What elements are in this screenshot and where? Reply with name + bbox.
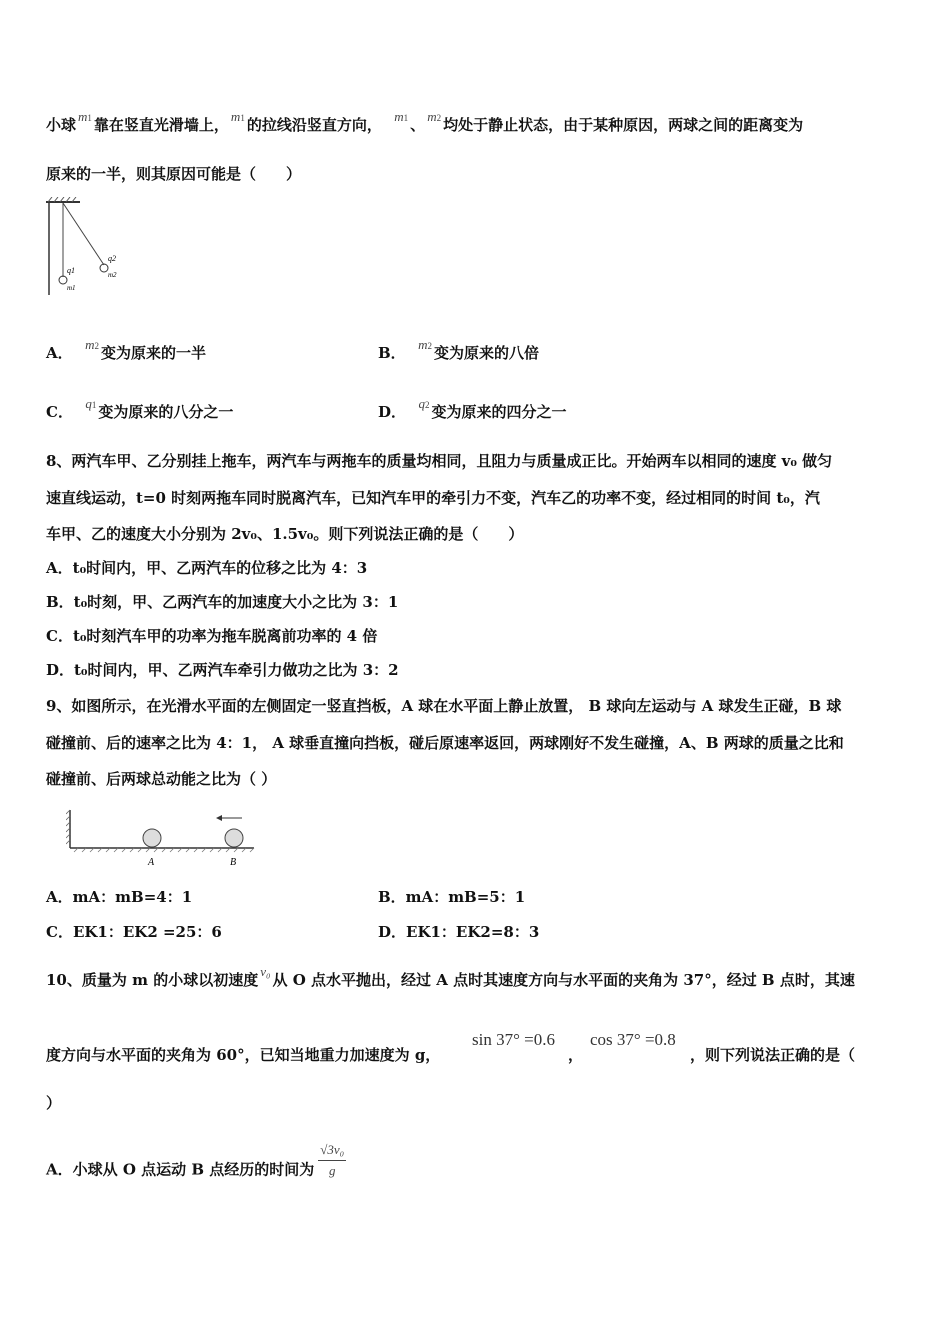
- ball-b: [225, 829, 243, 847]
- q7-option-c: C． q1 变为原来的八分之一: [46, 396, 234, 421]
- q10-line2a: 度方向与水平面的夹角为 60°，已知当地重力加速度为 g，: [46, 1046, 441, 1064]
- q8-line2: 速直线运动，t=0 时刻两拖车同时脱离汽车，已知汽车甲的牵引力不变，汽车乙的功率不变，经过相同的时间 t₀，汽: [46, 489, 820, 507]
- q8-option-d: D．t₀时间内，甲、乙两汽车牵引力做功之比为 3：2: [46, 661, 399, 679]
- q9-option-a: A．mA：mB=4：1: [46, 888, 193, 906]
- label-q2: q2: [108, 254, 116, 263]
- arrow-left-icon: [216, 815, 222, 821]
- ball-m1: [59, 276, 67, 284]
- q7-option-a: A． m2 变为原来的一半: [46, 337, 206, 362]
- string-2: [63, 203, 104, 265]
- ball-a: [143, 829, 161, 847]
- collision-figure: [66, 808, 258, 870]
- m1-symbol: m1: [78, 109, 92, 124]
- m1-symbol-3: m1: [394, 109, 409, 124]
- ball-m2: [100, 264, 108, 272]
- q10-option-a: A．小球从 O 点运动 B 点经历的时间为 $\frac{\text{√3v₀}}{g}$: [46, 1150, 346, 1191]
- q9-option-c: C．EK1：EK2 =25：6: [46, 923, 222, 941]
- comma: ，: [568, 1046, 584, 1064]
- q9-line3: 碰撞前、后两球总动能之比为（ ）: [46, 770, 277, 788]
- label-m1: m1: [67, 284, 76, 292]
- m1-symbol-2: m1: [230, 109, 245, 124]
- q9-line2: 碰撞前、后的速率之比为 4：1， A 球垂直撞向挡板，碰后原速率返回，两球刚好不发生碰撞，A、B 两球的质量之比和: [46, 734, 844, 752]
- q7-option-d: D． q2 变为原来的四分之一: [378, 396, 567, 421]
- label-b: B: [230, 857, 237, 868]
- q9-line1: 9、如图所示，在光滑水平面的左侧固定一竖直挡板，A 球在水平面上静止放置， B 球向左运动与 A 球发生正碰，B 球: [46, 697, 842, 715]
- q7-option-b: B． m2 变为原来的八倍: [378, 337, 540, 362]
- q8-option-a: A．t₀时间内，甲、乙两汽车的位移之比为 4：3: [46, 559, 368, 577]
- label-a: A: [148, 857, 155, 868]
- v0-symbol: v₀: [260, 964, 271, 979]
- q9-option-d: D．EK1：EK2=8：3: [378, 923, 540, 941]
- q7-line1: 小球 m1 靠在竖直光滑墙上， m1 的拉线沿竖直方向， m1 、 m2 均处于静止状态，由于某种原因，两球之间的距离变为: [46, 109, 804, 134]
- q10-line2b: ，则下列说法正确的是（: [690, 1046, 856, 1064]
- q10-line1: 10、质量为 m 的小球以初速度 v₀ 从 O 点水平抛出，经过 A 点时其速度方向与水平面的夹角为 37°，经过 B 点时，其速: [46, 964, 855, 989]
- q8-line3: 车甲、乙的速度大小分别为 2v₀、1.5v₀。则下列说法正确的是（ ）: [46, 525, 524, 543]
- q7-line2: 原来的一半，则其原因可能是（ ）: [46, 165, 302, 183]
- q10-line3: ）: [46, 1094, 62, 1112]
- time-fraction: $\frac{\text{√3v₀}}{g}$: [320, 1142, 345, 1178]
- sin-formula: sin 37° =0.6: [472, 1030, 555, 1049]
- m2-symbol: m2: [427, 109, 442, 124]
- q9-option-b: B．mA：mB=5：1: [378, 888, 526, 906]
- label-m2: m2: [108, 271, 117, 279]
- cos-formula: cos 37° =0.8: [590, 1030, 676, 1049]
- label-q1: q1: [67, 266, 75, 275]
- q8-option-b: B．t₀时刻，甲、乙两汽车的加速度大小之比为 3：1: [46, 593, 399, 611]
- pendulum-figure: [44, 197, 134, 297]
- q8-option-c: C．t₀时刻汽车甲的功率为拖车脱离前功率的 4 倍: [46, 627, 378, 645]
- q8-line1: 8、两汽车甲、乙分别挂上拖车，两汽车与两拖车的质量均相同，且阻力与质量成正比。开始两车以相同的速度 v₀ 做匀: [46, 452, 833, 470]
